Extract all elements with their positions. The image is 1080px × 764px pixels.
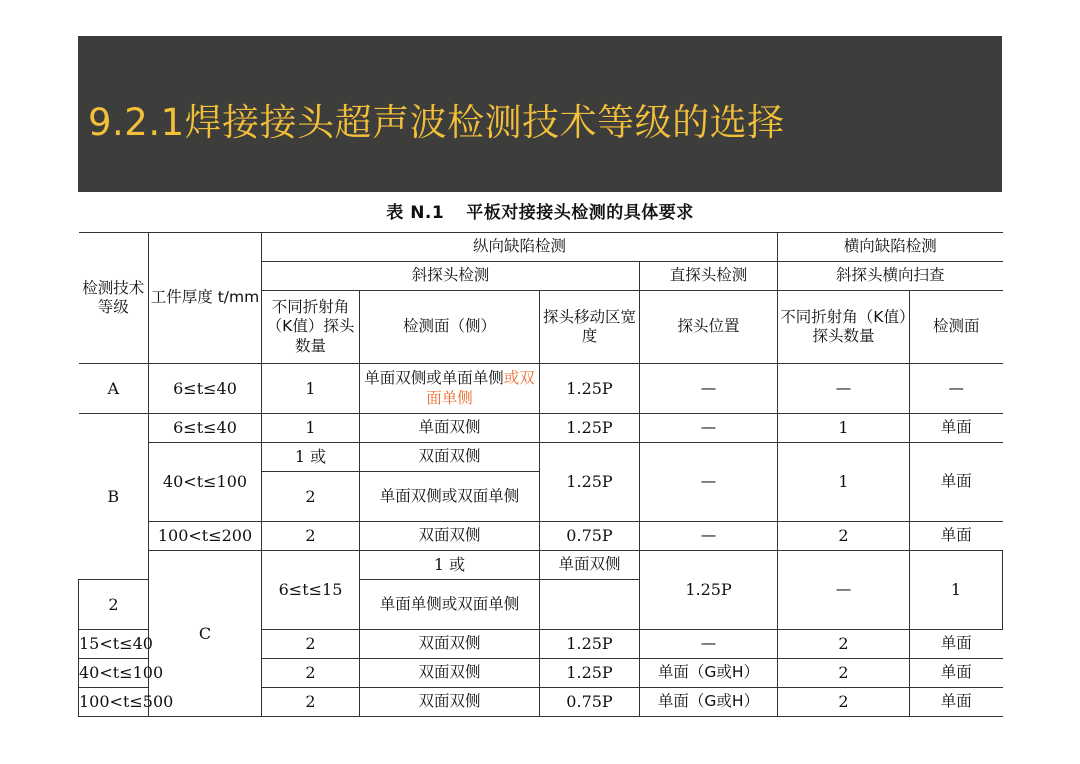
t-surface-cell: 单面	[910, 414, 1003, 443]
probe-position-cell: —	[778, 551, 910, 630]
surface-side-cell: 双面双侧	[360, 688, 540, 717]
surface-side-cell	[360, 364, 540, 414]
header-move-width: 探头移动区宽度	[540, 291, 640, 364]
header-transverse: 横向缺陷检测	[778, 233, 1003, 262]
move-width-cell: 0.75P	[540, 688, 640, 717]
header-surface-side: 检测面（侧）	[360, 291, 540, 364]
k-count-cell: 1 或	[262, 443, 360, 472]
move-width-cell: 1.25P	[540, 364, 640, 414]
t-k-count-cell: 1	[910, 551, 1003, 630]
k-count-cell: 2	[262, 472, 360, 522]
k-count-cell: 2	[262, 630, 360, 659]
k-count-cell: 1	[262, 364, 360, 414]
move-width-cell: 1.25P	[540, 659, 640, 688]
probe-position-cell: —	[640, 443, 778, 522]
requirements-table	[78, 232, 1003, 717]
thickness-cell: 100<t≤500	[79, 688, 149, 717]
table-row	[79, 522, 1003, 551]
move-width-cell: 1.25P	[640, 551, 778, 630]
probe-position-cell: 单面（G或H）	[640, 688, 778, 717]
move-width-cell: 1.25P	[540, 630, 640, 659]
header-transverse-scan: 斜探头横向扫查	[778, 262, 1003, 291]
slide-title: 9.2.1焊接接头超声波检测技术等级的选择	[88, 101, 785, 144]
t-k-count-cell: 2	[778, 522, 910, 551]
t-surface-cell: 单面	[910, 630, 1003, 659]
table-row	[79, 551, 1003, 580]
t-k-count-cell: 2	[778, 688, 910, 717]
surface-side-cell: 单面单侧或双面单侧	[360, 580, 540, 630]
probe-position-cell: —	[640, 414, 778, 443]
grade-cell: B	[79, 414, 149, 580]
table-caption	[0, 198, 1080, 223]
header-t-surface: 检测面	[910, 291, 1003, 364]
header-longitudinal: 纵向缺陷检测	[262, 233, 778, 262]
table-number: 表 N.1	[386, 203, 445, 223]
table-row	[79, 414, 1003, 443]
surface-side-cell: 单面双侧	[360, 414, 540, 443]
probe-position-cell: —	[640, 522, 778, 551]
k-count-cell: 1	[262, 414, 360, 443]
surface-side-cell: 单面双侧或双面单侧	[360, 472, 540, 522]
table-caption-text: 平板对接接头检测的具体要求	[466, 203, 694, 223]
move-width-cell: 0.75P	[540, 522, 640, 551]
thickness-cell: 6≤t≤15	[262, 551, 360, 630]
t-k-count-cell: 2	[778, 659, 910, 688]
t-k-count-cell: 1	[778, 414, 910, 443]
thickness-cell: 6≤t≤40	[149, 364, 262, 414]
grade-cell: A	[79, 364, 149, 414]
surface-side-text: 单面双侧或单面单侧	[364, 369, 504, 388]
k-count-cell: 2	[262, 659, 360, 688]
surface-side-highlight: 或双面单侧	[426, 369, 535, 407]
k-count-cell: 2	[262, 688, 360, 717]
probe-position-cell: —	[640, 364, 778, 414]
k-count-cell: 1 或	[360, 551, 540, 580]
t-k-count-cell: 2	[778, 630, 910, 659]
table-row	[79, 364, 1003, 414]
surface-side-cell: 双面双侧	[360, 443, 540, 472]
surface-side-cell: 双面双侧	[360, 522, 540, 551]
header-t-k-count: 不同折射角（K值）探头数量	[778, 291, 910, 364]
surface-side-cell: 双面双侧	[360, 630, 540, 659]
table-row	[79, 443, 1003, 472]
probe-position-cell: 单面（G或H）	[640, 659, 778, 688]
header-grade: 检测技术等级	[79, 233, 149, 364]
move-width-cell: 1.25P	[540, 414, 640, 443]
thickness-cell: 40<t≤100	[149, 443, 262, 522]
thickness-cell: 100<t≤200	[149, 522, 262, 551]
t-k-count-cell: 1	[778, 443, 910, 522]
surface-side-cell: 单面双侧	[540, 551, 640, 580]
move-width-cell: 1.25P	[540, 443, 640, 522]
thickness-cell: 40<t≤100	[79, 659, 149, 688]
thickness-cell: 15<t≤40	[79, 630, 149, 659]
header-thickness: 工件厚度 t/mm	[149, 233, 262, 364]
header-angle-probe: 斜探头检测	[262, 262, 640, 291]
header-probe-position: 探头位置	[640, 291, 778, 364]
grade-cell: C	[149, 551, 262, 717]
header-straight-probe: 直探头检测	[640, 262, 778, 291]
probe-position-cell: —	[640, 630, 778, 659]
k-count-cell: 2	[262, 522, 360, 551]
thickness-cell: 6≤t≤40	[149, 414, 262, 443]
t-surface-cell: 单面	[910, 443, 1003, 522]
t-surface-cell: 单面	[910, 688, 1003, 717]
t-surface-cell: 单面	[910, 659, 1003, 688]
t-k-count-cell: —	[778, 364, 910, 414]
t-surface-cell: —	[910, 364, 1003, 414]
surface-side-cell: 双面双侧	[360, 659, 540, 688]
header-k-count: 不同折射角（K值）探头数量	[262, 291, 360, 364]
t-surface-cell: 单面	[910, 522, 1003, 551]
k-count-cell: 2	[79, 580, 149, 630]
